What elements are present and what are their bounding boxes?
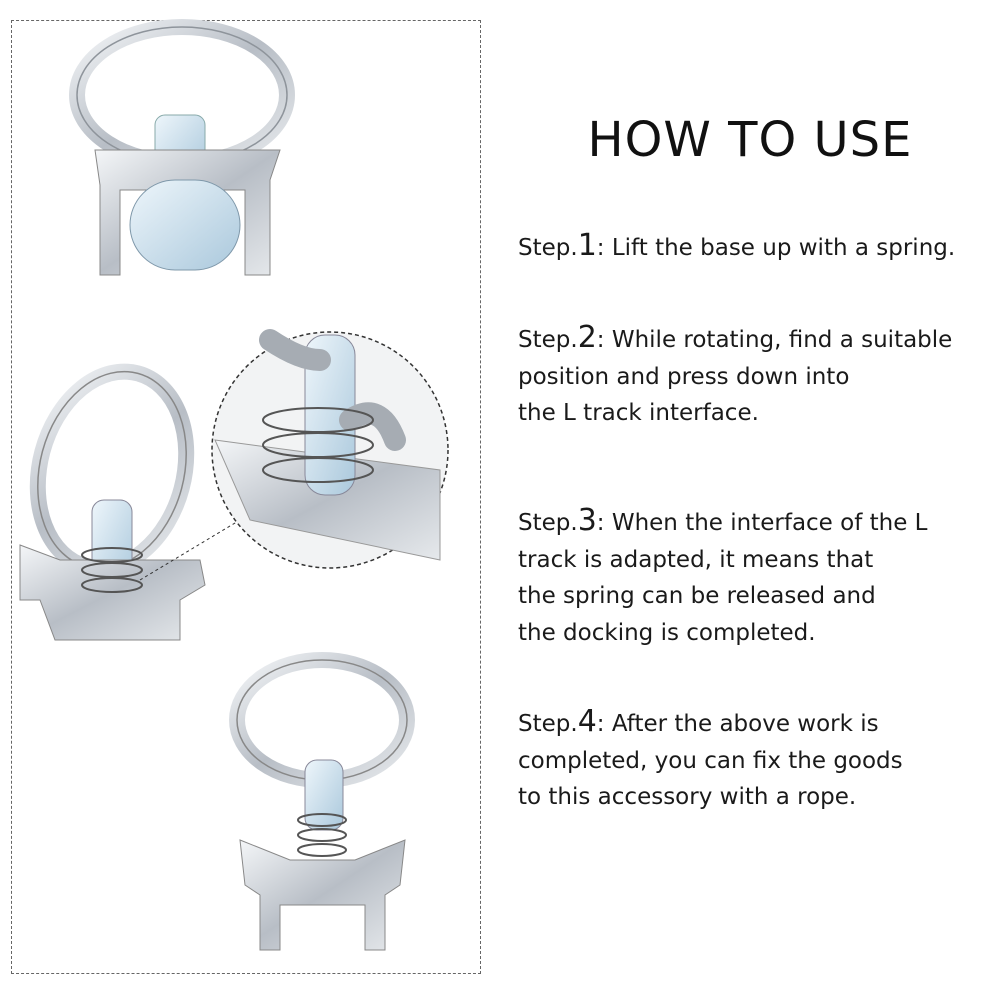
step-text: the spring can be released and (518, 583, 876, 609)
step-text: : While rotating, find a suitable (596, 327, 953, 353)
step-text: : Lift the base up with a spring. (596, 235, 956, 261)
step-3 (518, 503, 928, 651)
step-number: 2 (577, 320, 597, 355)
step-text: the docking is completed. (518, 619, 816, 646)
step-prefix: Step. (518, 327, 578, 353)
fitting-front-view (237, 660, 407, 950)
step-prefix: Step. (518, 510, 578, 536)
fitting-side-view (17, 355, 240, 640)
step-text: completed, you can fix the goods (518, 747, 903, 774)
step-4 (518, 704, 903, 816)
step-text: to this accessory with a rope. (518, 784, 857, 810)
step-text: : After the above work is (596, 711, 879, 737)
step-number: 3 (577, 503, 597, 538)
step-number: 4 (577, 704, 597, 739)
detail-zoom-circle (212, 332, 448, 568)
step-prefix: Step. (518, 711, 578, 737)
step-number: 1 (577, 228, 597, 263)
step-1 (518, 228, 955, 267)
product-illustrations (0, 0, 490, 1000)
step-text: the L track interface. (518, 400, 759, 426)
fitting-top-view (77, 27, 287, 275)
page-title: HOW TO USE (587, 112, 913, 168)
step-prefix: Step. (518, 235, 578, 261)
step-text: track is adapted, it means that (518, 546, 874, 573)
step-text: : When the interface of the L (596, 510, 928, 536)
step-text: position and press down into (518, 363, 850, 390)
step-2 (518, 320, 952, 432)
